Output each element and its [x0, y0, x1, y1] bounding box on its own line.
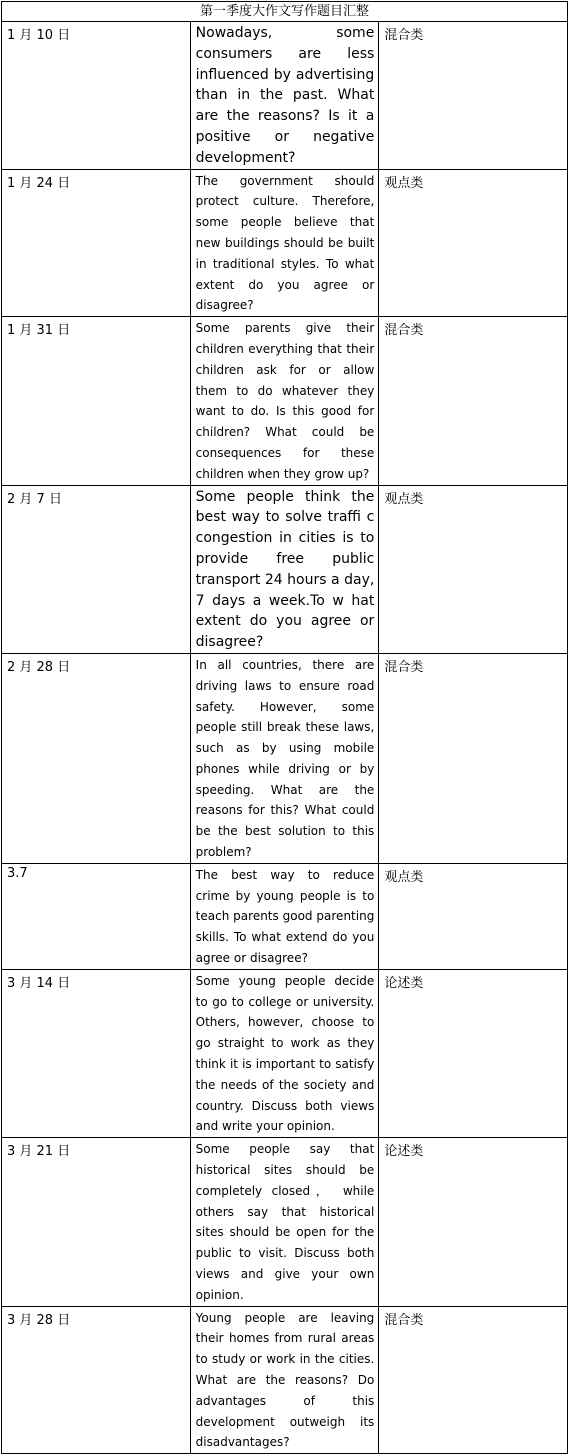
date-cell: 1 月 24 日	[2, 169, 191, 317]
category-cell: 论述类	[379, 969, 568, 1137]
table-row	[2, 1306, 568, 1454]
category-cell: 观点类	[379, 863, 568, 969]
question-cell: The best way to reduce crime by young people is to teach parents good parenting skills. To what extend do you agree or disagree?	[190, 863, 379, 969]
category-cell: 混合类	[379, 1306, 568, 1454]
category-cell: 混合类	[379, 653, 568, 863]
question-cell: Some people say that historical sites should be completely closed， while others say that historical sites should be open for the public to visit. Discuss both views and give your own opinion.	[190, 1138, 379, 1306]
table-row	[2, 485, 568, 653]
question-cell: Some people think the best way to solve traffi c congestion in cities is to provide free public transport 24 hours a day, 7 days a week.To w hat extent do you agree or disagree?	[190, 485, 379, 653]
date-cell: 1 月 31 日	[2, 317, 191, 485]
date-cell: 3 月 28 日	[2, 1306, 191, 1454]
question-cell: Young people are leaving their homes from rural areas to study or work in the cities. What are the reasons? Do advantages of this development outweigh its disadvantages?	[190, 1306, 379, 1454]
title-row	[2, 2, 568, 22]
date-cell: 3 月 21 日	[2, 1138, 191, 1306]
table-row	[2, 317, 568, 485]
date-cell: 1 月 10 日	[2, 22, 191, 170]
topics-table	[1, 1, 568, 1454]
question-cell: In all countries, there are driving laws to ensure road safety. However, some people still break these laws, such as by using mobile phones while driving or by speeding. What are the reasons for this? What could be the best solution to this problem?	[190, 653, 379, 863]
date-cell: 2 月 7 日	[2, 485, 191, 653]
table-row	[2, 653, 568, 863]
date-cell: 3.7	[2, 863, 191, 969]
question-cell: Nowadays, some consumers are less influenced by advertising than in the past. What are the reasons? Is it a positive or negative development?	[190, 22, 379, 170]
question-cell: Some parents give their children everything that their children ask for or allow them to do whatever they want to do. Is this good for children? What could be consequences for these children when they grow up?	[190, 317, 379, 485]
table-row	[2, 22, 568, 170]
category-cell: 论述类	[379, 1138, 568, 1306]
question-cell: The government should protect culture. Therefore, some people believe that new buildings should be built in traditional styles. To what extent do you agree or disagree?	[190, 169, 379, 317]
table-row	[2, 169, 568, 317]
category-cell: 混合类	[379, 317, 568, 485]
table-row	[2, 969, 568, 1137]
date-cell: 3 月 14 日	[2, 969, 191, 1137]
category-cell: 混合类	[379, 22, 568, 170]
category-cell: 观点类	[379, 169, 568, 317]
question-cell: Some young people decide to go to college or university. Others, however, choose to go straight to work as they think it is important to satisfy the needs of the society and country. Discuss both views and write your opinion.	[190, 969, 379, 1137]
table-row	[2, 863, 568, 969]
table-row	[2, 1138, 568, 1306]
table-title: 第一季度大作文写作题目汇整	[2, 2, 568, 22]
date-cell: 2 月 28 日	[2, 653, 191, 863]
category-cell: 观点类	[379, 485, 568, 653]
